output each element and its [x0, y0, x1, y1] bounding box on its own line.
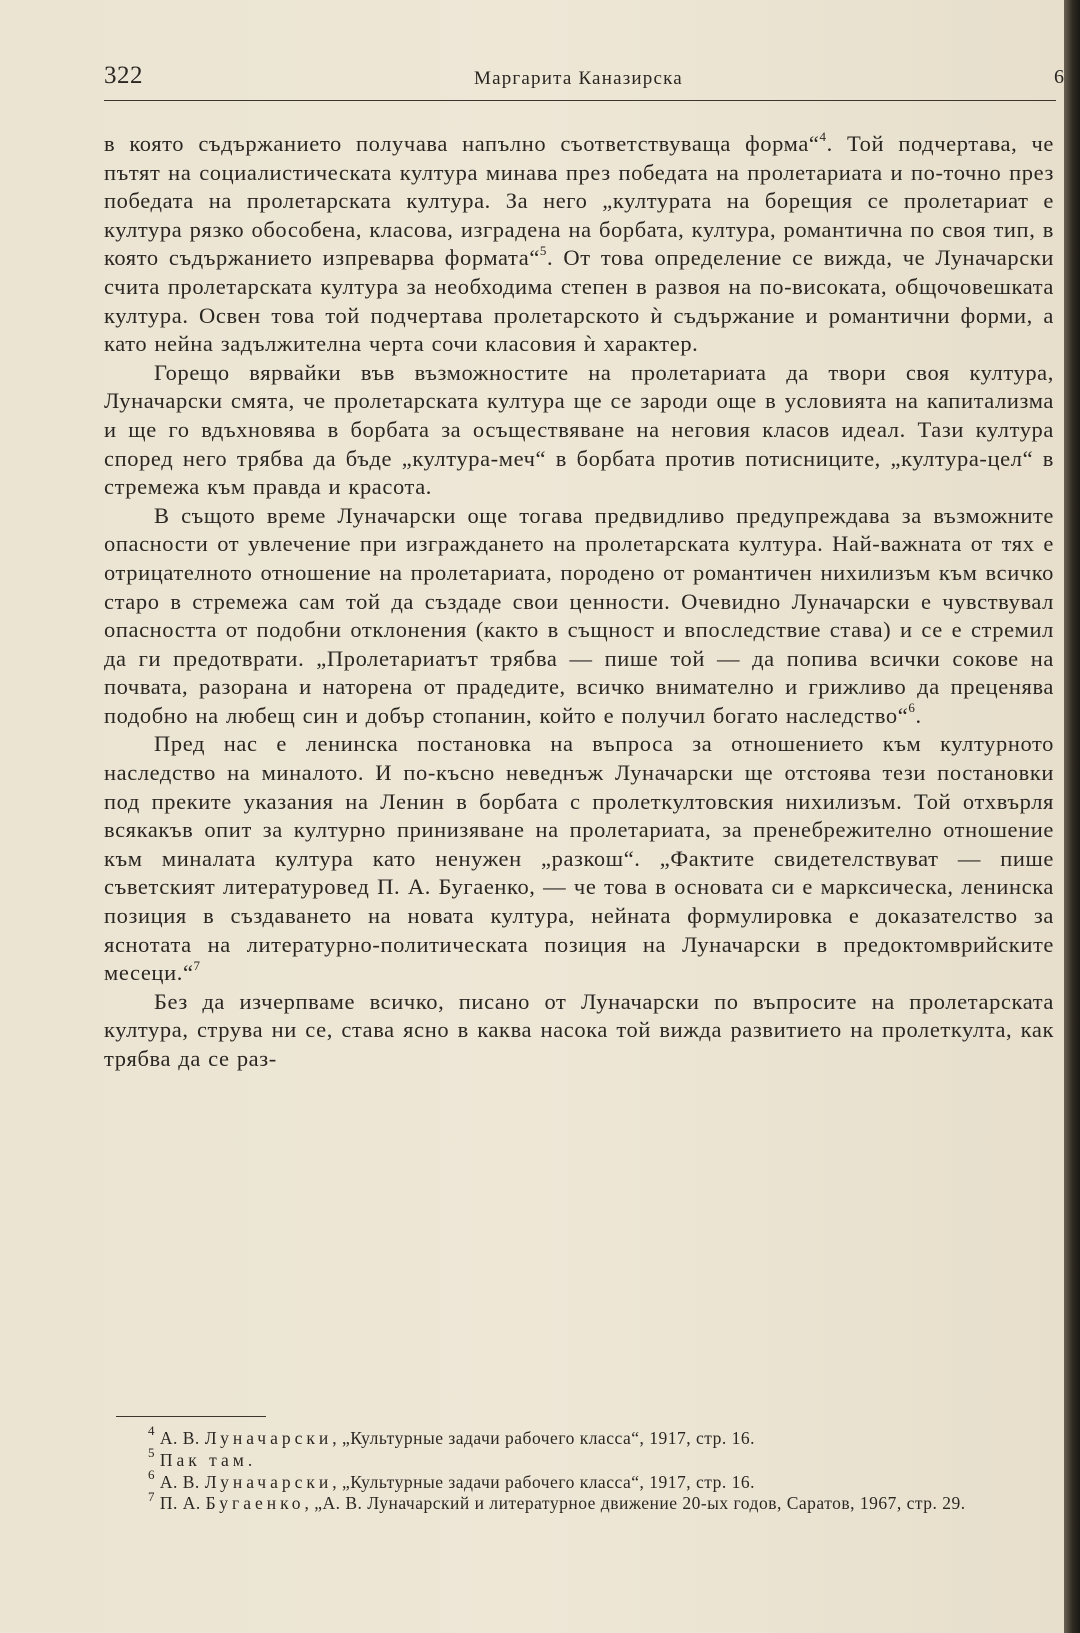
footnote-6: $^6$ А. В. Луначарски, „Культурные задачи рабочего класса“, 1917, стр. 16. [148, 1466, 755, 1492]
book-spine-edge [1064, 0, 1080, 1633]
page-number: 322 [104, 62, 143, 89]
paragraph-1: в която съдържанието получава напълно съответствуваща форма“$^4$. Той подчертава, че пътят на социалистическата култура минава през победата на пролетариата и по-точно през победата на пролетарската култура. За него „културата на борещия се пролетариат е култура рязко обособена, класова, изградена на борбата, култура, романтична по своя тип, в която съдържанието изпреварва формата“$^5$. От това определение се вижда, че Луначарски счита пролетарската култура за необходима степен в развоя на по-високата, общочовешката култура. Освен това той подчертава пролетарското ѝ съдържание и романтични форми, а като нейна задължителна черта сочи класовия ѝ характер. [104, 128, 1054, 357]
page-edge-mark: 6 [1054, 66, 1064, 88]
footnotes [104, 1423, 1054, 1515]
footnote-4: $^4$ А. В. Луначарски, „Культурные задачи рабочего класса“, 1917, стр. 16. [148, 1423, 755, 1448]
running-head: Маргарита Каназирска [474, 68, 683, 89]
body-text [104, 130, 1054, 1074]
paragraph-5: Без да изчерпваме всичко, писано от Луначарски по въпросите на пролетарската култура, струва ни се, става ясно в каква насока той вижда развитието на пролеткулта, как трябва да се раз- [104, 988, 1054, 1071]
paragraph-3: В същото време Луначарски още тогава предвидливо предупреждава за възможните опасности от увлечение при изграждането на пролетарската култура. Най-важната от тях е отрицателното отношение на пролетариата, породено от романтичен нихилизъм към всичко старо в стремежа сам той да създаде свои ценности. Очевидно Луначарски е чувствувал опасността от подобни отклонения (както в същност и впоследствие става) и се е стремил да ги предотврати. „Пролетариатът трябва — пише той — да попива всички сокове на почвата, разорана и наторена от прадедите, всичко внимателно и грижливо да преценява подобно на любещ син и добър стопанин, който е получил богато наследство“$^6$. [104, 502, 1054, 728]
footnote-rule [116, 1416, 266, 1417]
footnote-7: $^7$ П. А. Бугаенко, „А. В. Луначарский и литературное движение 20-ых годов, Саратов, 1967, стр. 29. [148, 1488, 966, 1514]
paragraph-4: Пред нас е ленинска постановка на въпроса за отношението към културното наследство на миналото. И по-късно неведнъж Луначарски ще отстоява тези постановки под преките указания на Ленин в борбата с пролеткултовския нихилизъм. Той отхвърля всякакъв опит за културно принизяване на пролетариата, за пренебрежително отношение към миналата култура като ненужен „разкош“. „Фактите свидетелствуват — пише съветският литературовед П. А. Бугаенко, — че това в основата си е марксическа, ленинска позиция в създаването на новата култура, нейната формулировка е доказателство за яснотата на литературно-политическата позиция на Луначарски в предоктомврийските месеци.“$^7$ [104, 731, 1054, 986]
page-header [104, 62, 1064, 92]
paragraph-2: Горещо вярвайки във възможностите на пролетариата да твори своя култура, Луначарски смята, че пролетарската култура ще се зароди още в условията на капитализма и ще го вдъхновява в борбата за осъществяване на неговия класов идеал. Тази култура според него трябва да бъде „култура-меч“ в борбата против потисниците, „култура-цел“ в стремежа към правда и красота. [104, 359, 1054, 500]
header-rule [104, 100, 1056, 101]
footnote-5: $^5$ Пак там. [148, 1444, 253, 1470]
